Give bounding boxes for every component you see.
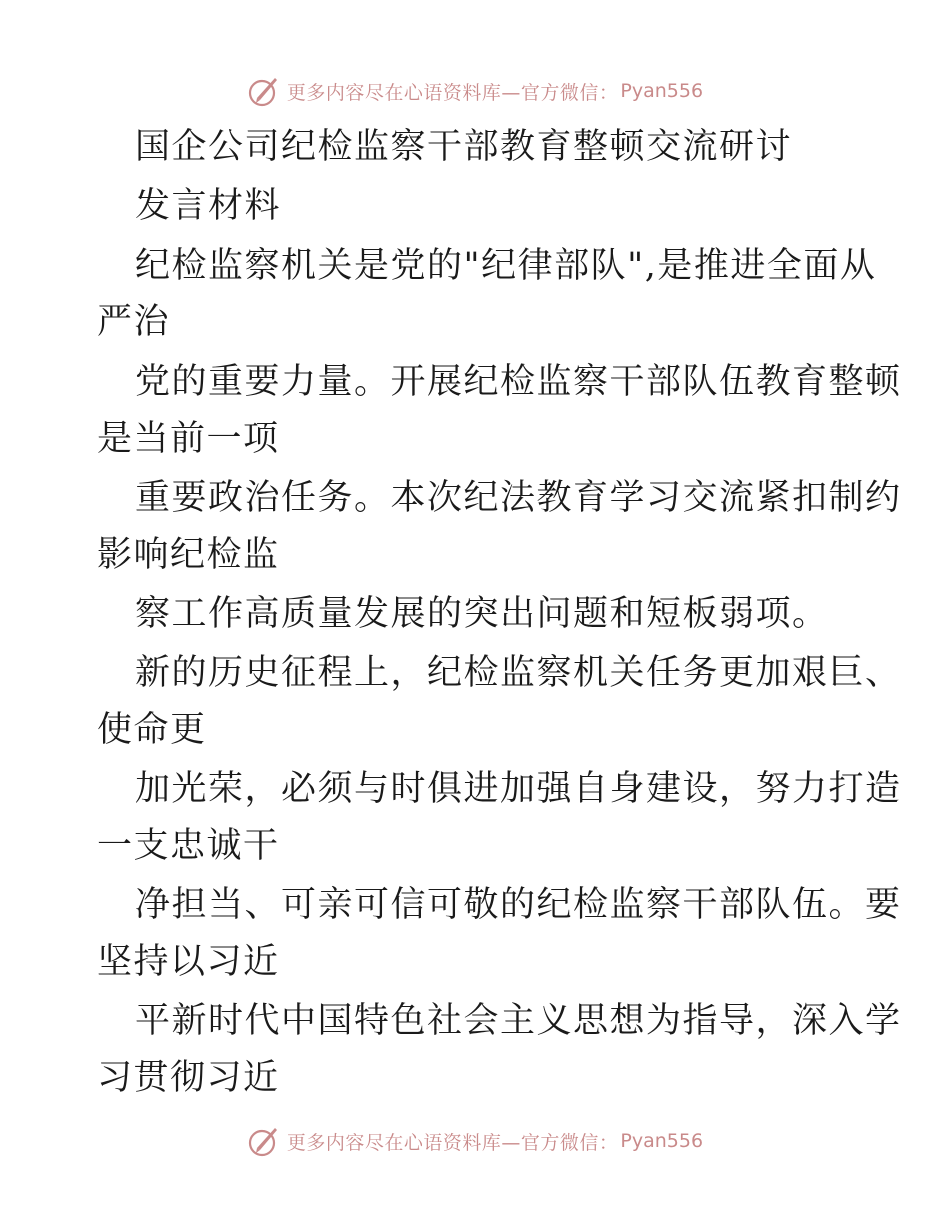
paragraph-line: 纪检监察机关是党的"纪律部队",是推进全面从 [135,246,877,286]
paragraph-line: 坚持以习近 [97,942,280,982]
paragraph-line: 加光荣，必须与时俱进加强自身建设，努力打造 [135,769,902,809]
watermark-text: 更多内容尽在心语资料库—官方微信： [286,81,619,104]
paragraph-line: 平新时代中国特色社会主义思想为指导，深入学 [135,1001,902,1041]
header-watermark [0,71,950,111]
document-title-line-2: 发言材料 [135,186,282,226]
paragraph-line: 一支忠诚干 [97,826,280,866]
paragraph-line: 新的历史征程上，纪检监察机关任务更加艰巨、 [135,653,902,693]
quill-pen-circle-icon [247,74,281,108]
paragraph-line: 党的重要力量。开展纪检监察干部队伍教育整顿 [135,362,902,402]
paragraph-line: 习贯彻习近 [97,1058,280,1098]
watermark-wechat-id: Pyan556 [620,80,704,102]
paragraph-line: 重要政治任务。本次纪法教育学习交流紧扣制约 [135,478,902,518]
paragraph-line: 影响纪检监 [97,535,280,575]
paragraph-line: 是当前一项 [97,419,280,459]
watermark-text: 更多内容尽在心语资料库—官方微信： [286,1131,619,1154]
paragraph-line: 净担当、可亲可信可敬的纪检监察干部队伍。要 [135,885,902,925]
watermark-wechat-id: Pyan556 [620,1130,704,1152]
paragraph-line: 使命更 [97,710,207,750]
footer-watermark [0,1121,950,1161]
quill-pen-circle-icon [247,1124,281,1158]
document-title-line-1: 国企公司纪检监察干部教育整顿交流研讨 [135,127,793,167]
paragraph-line: 察工作高质量发展的突出问题和短板弱项。 [135,594,829,634]
paragraph-line: 严治 [97,302,171,342]
